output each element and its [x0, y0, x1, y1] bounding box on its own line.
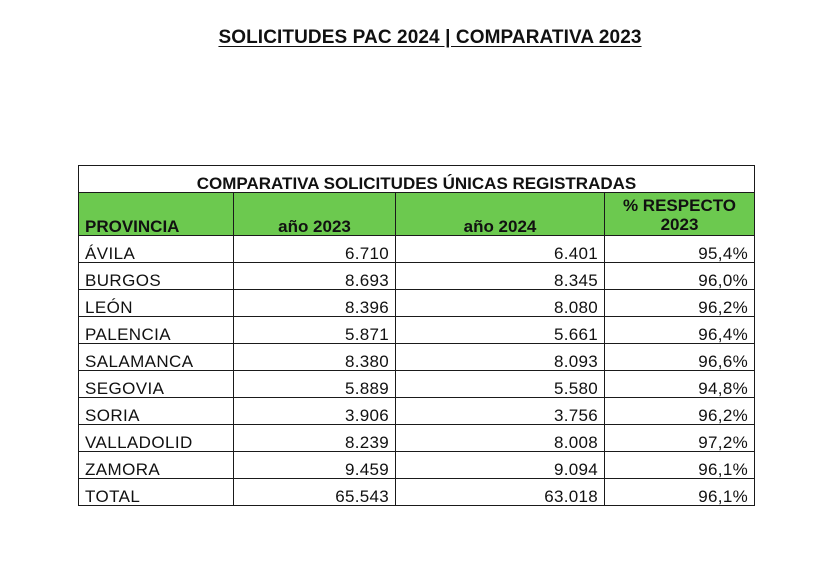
table-row	[79, 317, 755, 344]
table-row	[79, 371, 755, 398]
cell-year-2024: 8.345	[396, 263, 605, 290]
cell-year-2023: 8.380	[234, 344, 396, 371]
cell-province: SALAMANCA	[79, 344, 234, 371]
table-row	[79, 398, 755, 425]
table-row	[79, 290, 755, 317]
cell-percent: 96,2%	[605, 398, 755, 425]
cell-year-2023: 8.693	[234, 263, 396, 290]
cell-percent: 96,1%	[605, 479, 755, 506]
cell-percent: 96,0%	[605, 263, 755, 290]
cell-province: ZAMORA	[79, 452, 234, 479]
table-row	[79, 425, 755, 452]
cell-province: SORIA	[79, 398, 234, 425]
cell-year-2023: 65.543	[234, 479, 396, 506]
cell-province: PALENCIA	[79, 317, 234, 344]
header-province: PROVINCIA	[79, 193, 234, 236]
cell-year-2024: 6.401	[396, 236, 605, 263]
cell-province: BURGOS	[79, 263, 234, 290]
cell-province: TOTAL	[79, 479, 234, 506]
table-row	[79, 344, 755, 371]
cell-percent: 96,4%	[605, 317, 755, 344]
cell-year-2024: 8.008	[396, 425, 605, 452]
cell-year-2023: 8.396	[234, 290, 396, 317]
table-body	[79, 236, 755, 506]
cell-year-2024: 3.756	[396, 398, 605, 425]
cell-year-2024: 9.094	[396, 452, 605, 479]
document-title: SOLICITUDES PAC 2024 | COMPARATIVA 2023	[218, 27, 642, 48]
cell-province: VALLADOLID	[79, 425, 234, 452]
cell-year-2023: 5.889	[234, 371, 396, 398]
comparison-table	[78, 165, 755, 506]
table-row	[79, 452, 755, 479]
cell-percent: 96,1%	[605, 452, 755, 479]
header-percent-line1: % RESPECTO	[622, 195, 737, 215]
table-row-total	[79, 479, 755, 506]
cell-year-2024: 63.018	[396, 479, 605, 506]
cell-province: SEGOVIA	[79, 371, 234, 398]
cell-percent: 96,2%	[605, 290, 755, 317]
cell-province: LEÓN	[79, 290, 234, 317]
cell-year-2024: 5.580	[396, 371, 605, 398]
header-percent-line2: 2023	[660, 215, 699, 235]
header-year-2024: año 2024	[396, 193, 605, 236]
cell-year-2023: 6.710	[234, 236, 396, 263]
cell-percent: 96,6%	[605, 344, 755, 371]
cell-province: ÁVILA	[79, 236, 234, 263]
header-year-2023: año 2023	[234, 193, 396, 236]
cell-year-2023: 3.906	[234, 398, 396, 425]
cell-percent: 95,4%	[605, 236, 755, 263]
cell-year-2024: 5.661	[396, 317, 605, 344]
table-row	[79, 263, 755, 290]
table-caption: COMPARATIVA SOLICITUDES ÚNICAS REGISTRADAS	[79, 166, 755, 193]
cell-year-2023: 9.459	[234, 452, 396, 479]
header-percent-vs-2023	[605, 193, 755, 236]
cell-percent: 94,8%	[605, 371, 755, 398]
cell-year-2024: 8.080	[396, 290, 605, 317]
cell-year-2023: 5.871	[234, 317, 396, 344]
cell-year-2023: 8.239	[234, 425, 396, 452]
cell-year-2024: 8.093	[396, 344, 605, 371]
cell-percent: 97,2%	[605, 425, 755, 452]
table-row	[79, 236, 755, 263]
table-header-row	[79, 193, 755, 236]
table-caption-row	[79, 166, 755, 193]
